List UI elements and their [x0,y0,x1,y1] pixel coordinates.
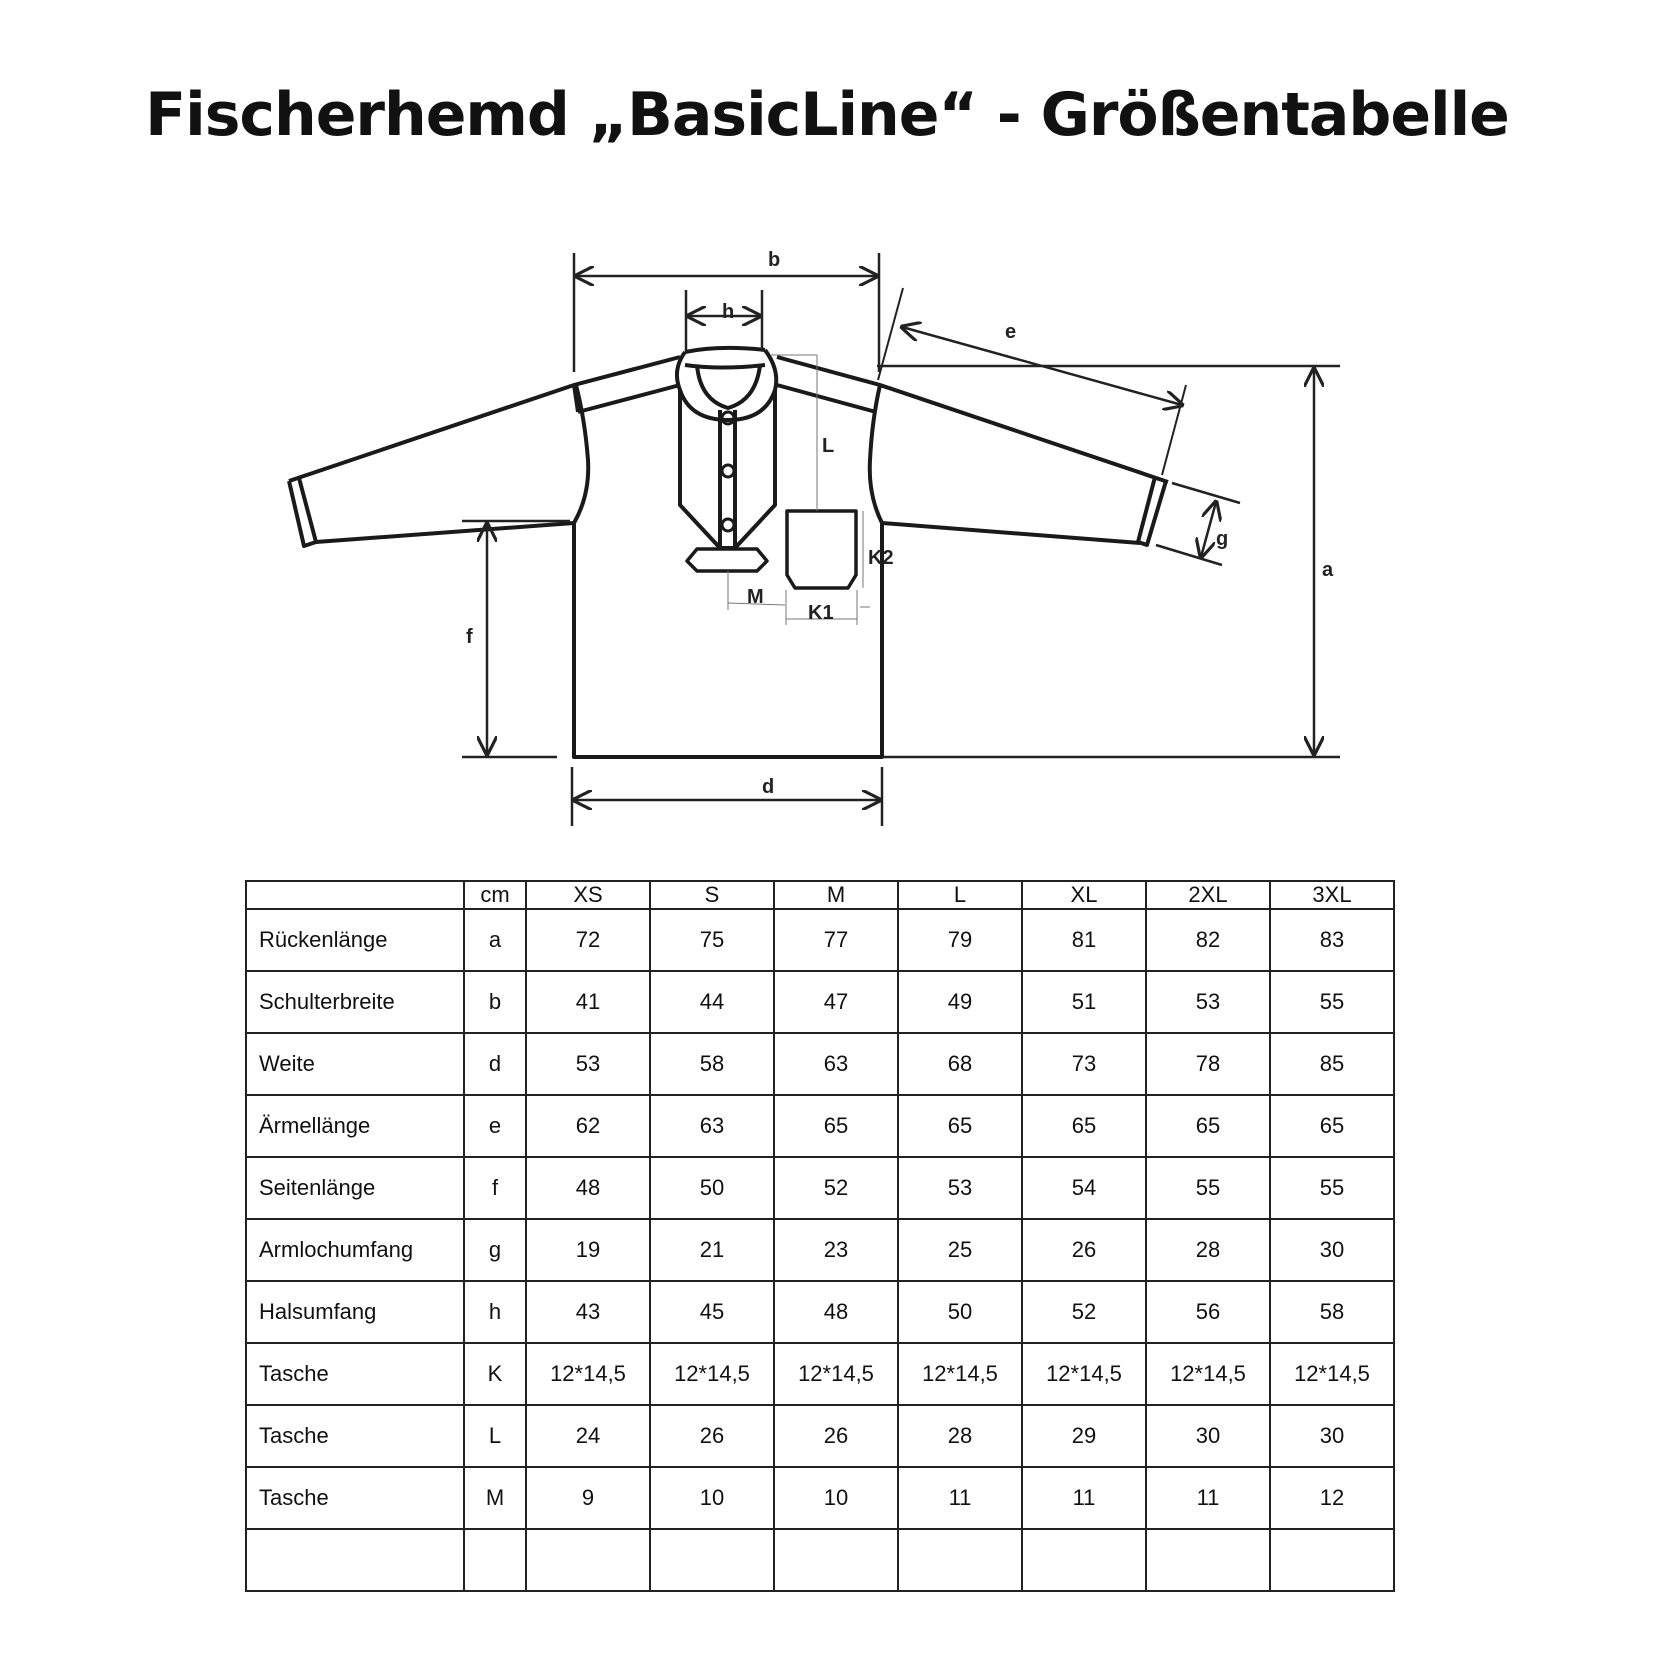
size-value-cell: 45 [650,1281,774,1343]
table-row [246,1095,1394,1157]
page-title: Fischerhemd „BasicLine“ - Größentabelle [145,80,1509,150]
row-measurement-symbol: h [464,1281,526,1343]
label-g: g [1216,528,1229,550]
label-f: f [466,626,473,648]
size-value-cell: 10 [774,1467,898,1529]
header-size: S [650,881,774,909]
size-value-cell: 12*14,5 [1022,1343,1146,1405]
size-value-cell [1146,1529,1270,1591]
size-value-cell: 48 [774,1281,898,1343]
row-measurement-name: Weite [246,1033,464,1095]
row-measurement-symbol: d [464,1033,526,1095]
size-value-cell: 55 [1146,1157,1270,1219]
size-value-cell: 48 [526,1157,650,1219]
size-value-cell: 55 [1270,971,1394,1033]
size-value-cell: 63 [774,1033,898,1095]
size-value-cell: 30 [1270,1219,1394,1281]
size-value-cell [526,1529,650,1591]
size-value-cell [1022,1529,1146,1591]
size-value-cell: 58 [650,1033,774,1095]
size-value-cell: 25 [898,1219,1022,1281]
row-measurement-name [246,1529,464,1591]
header-size: 2XL [1146,881,1270,909]
size-value-cell: 24 [526,1405,650,1467]
size-value-cell: 10 [650,1467,774,1529]
size-value-cell: 81 [1022,909,1146,971]
row-measurement-name: Halsumfang [246,1281,464,1343]
row-measurement-symbol: a [464,909,526,971]
size-value-cell: 78 [1146,1033,1270,1095]
size-value-cell [774,1529,898,1591]
size-value-cell: 44 [650,971,774,1033]
header-size: L [898,881,1022,909]
size-value-cell [650,1529,774,1591]
size-value-cell: 82 [1146,909,1270,971]
size-value-cell [898,1529,1022,1591]
size-value-cell: 30 [1270,1405,1394,1467]
label-h: h [722,301,735,323]
size-value-cell: 28 [1146,1219,1270,1281]
label-b: b [768,249,781,271]
size-value-cell: 65 [774,1095,898,1157]
row-measurement-symbol: b [464,971,526,1033]
size-value-cell: 21 [650,1219,774,1281]
size-value-cell: 53 [526,1033,650,1095]
size-value-cell: 12*14,5 [898,1343,1022,1405]
row-measurement-name: Armlochumfang [246,1219,464,1281]
size-value-cell: 72 [526,909,650,971]
header-empty [246,881,464,909]
label-d: d [762,776,775,798]
size-value-cell: 65 [1022,1095,1146,1157]
size-value-cell: 12 [1270,1467,1394,1529]
size-value-cell: 26 [650,1405,774,1467]
row-measurement-name: Seitenlänge [246,1157,464,1219]
size-value-cell: 11 [1022,1467,1146,1529]
table-row [246,1219,1394,1281]
row-measurement-name: Tasche [246,1405,464,1467]
size-value-cell: 28 [898,1405,1022,1467]
size-value-cell: 52 [774,1157,898,1219]
header-size: XL [1022,881,1146,909]
table-row [246,1281,1394,1343]
row-measurement-symbol: K [464,1343,526,1405]
table-row [246,909,1394,971]
table-row [246,1343,1394,1405]
table-row [246,1157,1394,1219]
size-value-cell: 51 [1022,971,1146,1033]
size-value-cell: 11 [898,1467,1022,1529]
size-value-cell: 77 [774,909,898,971]
size-value-cell: 47 [774,971,898,1033]
row-measurement-symbol: f [464,1157,526,1219]
size-value-cell: 56 [1146,1281,1270,1343]
size-value-cell: 26 [1022,1219,1146,1281]
table-row [246,1033,1394,1095]
size-value-cell: 30 [1146,1405,1270,1467]
size-value-cell: 23 [774,1219,898,1281]
size-value-cell: 43 [526,1281,650,1343]
table-row [246,971,1394,1033]
size-value-cell: 53 [1146,971,1270,1033]
size-value-cell: 19 [526,1219,650,1281]
size-value-cell: 65 [898,1095,1022,1157]
size-value-cell: 41 [526,971,650,1033]
size-value-cell: 62 [526,1095,650,1157]
row-measurement-name: Rückenlänge [246,909,464,971]
header-unit: cm [464,881,526,909]
pocket [787,511,856,588]
size-value-cell: 50 [898,1281,1022,1343]
size-value-cell: 26 [774,1405,898,1467]
header-size: 3XL [1270,881,1394,909]
size-value-cell: 65 [1146,1095,1270,1157]
size-value-cell: 75 [650,909,774,971]
shirt-body [574,523,882,757]
size-value-cell: 12*14,5 [1146,1343,1270,1405]
size-value-cell: 49 [898,971,1022,1033]
row-measurement-symbol: g [464,1219,526,1281]
size-value-cell: 85 [1270,1033,1394,1095]
table-body [246,909,1394,1591]
header-size: M [774,881,898,909]
row-measurement-name: Ärmellänge [246,1095,464,1157]
size-value-cell: 83 [1270,909,1394,971]
size-value-cell: 53 [898,1157,1022,1219]
size-value-cell: 12*14,5 [774,1343,898,1405]
table-row [246,1405,1394,1467]
size-value-cell: 12*14,5 [650,1343,774,1405]
header-size: XS [526,881,650,909]
size-value-cell: 11 [1146,1467,1270,1529]
size-value-cell: 63 [650,1095,774,1157]
size-value-cell: 58 [1270,1281,1394,1343]
row-measurement-symbol: L [464,1405,526,1467]
size-value-cell: 9 [526,1467,650,1529]
row-measurement-name: Tasche [246,1343,464,1405]
size-value-cell: 68 [898,1033,1022,1095]
size-value-cell: 79 [898,909,1022,971]
table-header-row [246,881,1394,909]
size-value-cell: 12*14,5 [526,1343,650,1405]
label-K1: K1 [808,602,834,624]
size-value-cell: 65 [1270,1095,1394,1157]
table-row [246,1467,1394,1529]
size-value-cell: 73 [1022,1033,1146,1095]
size-value-cell: 12*14,5 [1270,1343,1394,1405]
table-row [246,1529,1394,1591]
label-K2: K2 [868,547,894,569]
size-table [245,880,1395,1592]
size-value-cell: 54 [1022,1157,1146,1219]
row-measurement-name: Tasche [246,1467,464,1529]
size-value-cell: 55 [1270,1157,1394,1219]
row-measurement-symbol: e [464,1095,526,1157]
label-L: L [822,435,835,457]
size-value-cell [1270,1529,1394,1591]
size-value-cell: 52 [1022,1281,1146,1343]
row-measurement-symbol [464,1529,526,1591]
row-measurement-name: Schulterbreite [246,971,464,1033]
row-measurement-symbol: M [464,1467,526,1529]
label-e: e [1005,321,1017,343]
size-value-cell: 50 [650,1157,774,1219]
label-a: a [1322,559,1334,581]
label-M: M [747,586,764,608]
size-value-cell: 29 [1022,1405,1146,1467]
